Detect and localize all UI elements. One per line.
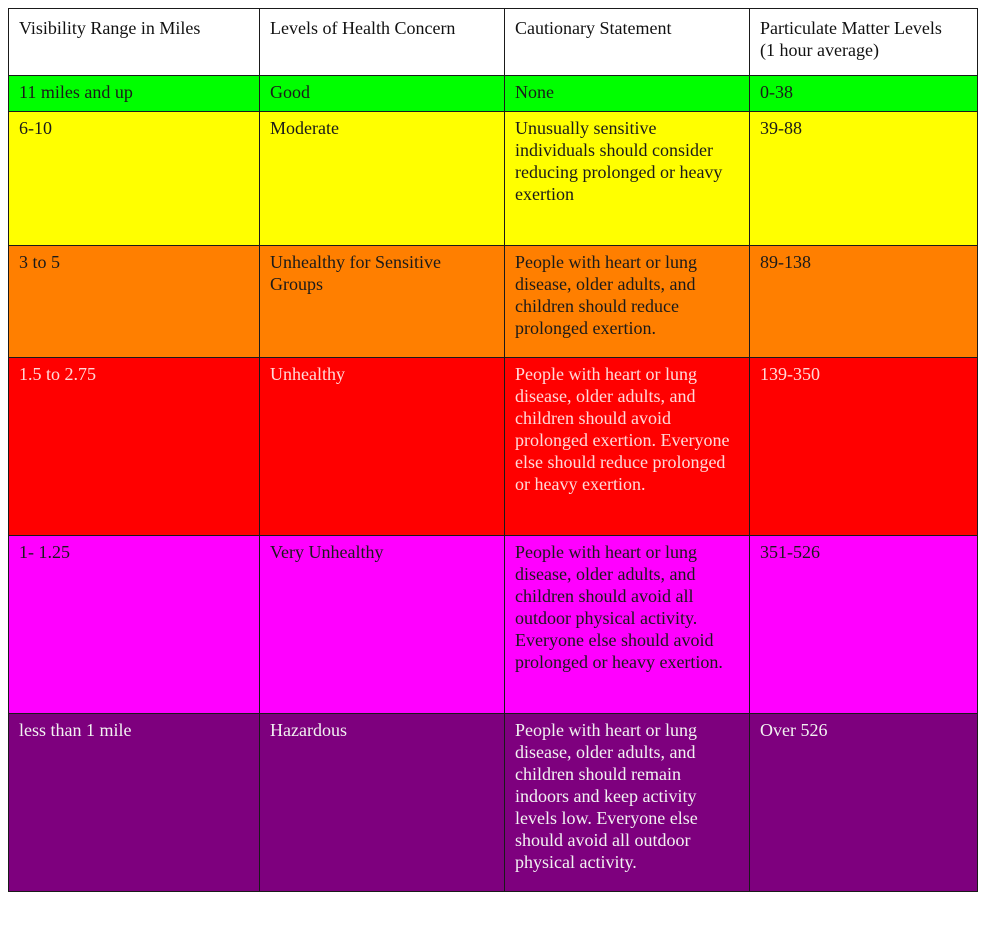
cell-statement: People with heart or lung disease, older adults, and children should reduce prolonged exertion. xyxy=(505,246,750,358)
cell-level: Unhealthy xyxy=(260,358,505,536)
cell-visibility: 11 miles and up xyxy=(9,76,260,112)
cell-statement: People with heart or lung disease, older adults, and children should remain indoors and keep activity levels low. Everyone else should avoid all outdoor physical activity. xyxy=(505,714,750,892)
cell-level: Very Unhealthy xyxy=(260,536,505,714)
cell-statement: People with heart or lung disease, older adults, and children should avoid prolonged exertion. Everyone else should reduce prolonged or heavy exertion. xyxy=(505,358,750,536)
cell-visibility: 3 to 5 xyxy=(9,246,260,358)
cell-visibility: 1.5 to 2.75 xyxy=(9,358,260,536)
header-pm-line2: (1 hour average) xyxy=(760,40,879,60)
cell-pm: 351-526 xyxy=(750,536,978,714)
header-particulate-matter xyxy=(750,9,978,76)
cell-pm: 39-88 xyxy=(750,112,978,246)
header-cautionary-statement: Cautionary Statement xyxy=(505,9,750,76)
cell-statement: Unusually sensitive individuals should consider reducing prolonged or heavy exertion xyxy=(505,112,750,246)
cell-level: Hazardous xyxy=(260,714,505,892)
air-quality-table xyxy=(8,8,978,892)
table-row-moderate xyxy=(9,112,978,246)
header-visibility: Visibility Range in Miles xyxy=(9,9,260,76)
header-pm-line1: Particulate Matter Levels xyxy=(760,18,942,38)
table-row-good xyxy=(9,76,978,112)
cell-pm: 89-138 xyxy=(750,246,978,358)
table-header-row xyxy=(9,9,978,76)
cell-visibility: 6-10 xyxy=(9,112,260,246)
cell-pm: 139-350 xyxy=(750,358,978,536)
cell-pm: Over 526 xyxy=(750,714,978,892)
cell-level: Moderate xyxy=(260,112,505,246)
cell-visibility: 1- 1.25 xyxy=(9,536,260,714)
cell-statement: People with heart or lung disease, older adults, and children should avoid all outdoor physical activity. Everyone else should avoid prolonged or heavy exertion. xyxy=(505,536,750,714)
cell-pm: 0-38 xyxy=(750,76,978,112)
table-row-unhealthy xyxy=(9,358,978,536)
table-row-very-unhealthy xyxy=(9,536,978,714)
table-row-hazardous xyxy=(9,714,978,892)
header-health-concern: Levels of Health Concern xyxy=(260,9,505,76)
cell-level: Unhealthy for Sensitive Groups xyxy=(260,246,505,358)
cell-visibility: less than 1 mile xyxy=(9,714,260,892)
table-row-unhealthy-sensitive xyxy=(9,246,978,358)
cell-level: Good xyxy=(260,76,505,112)
cell-statement: None xyxy=(505,76,750,112)
